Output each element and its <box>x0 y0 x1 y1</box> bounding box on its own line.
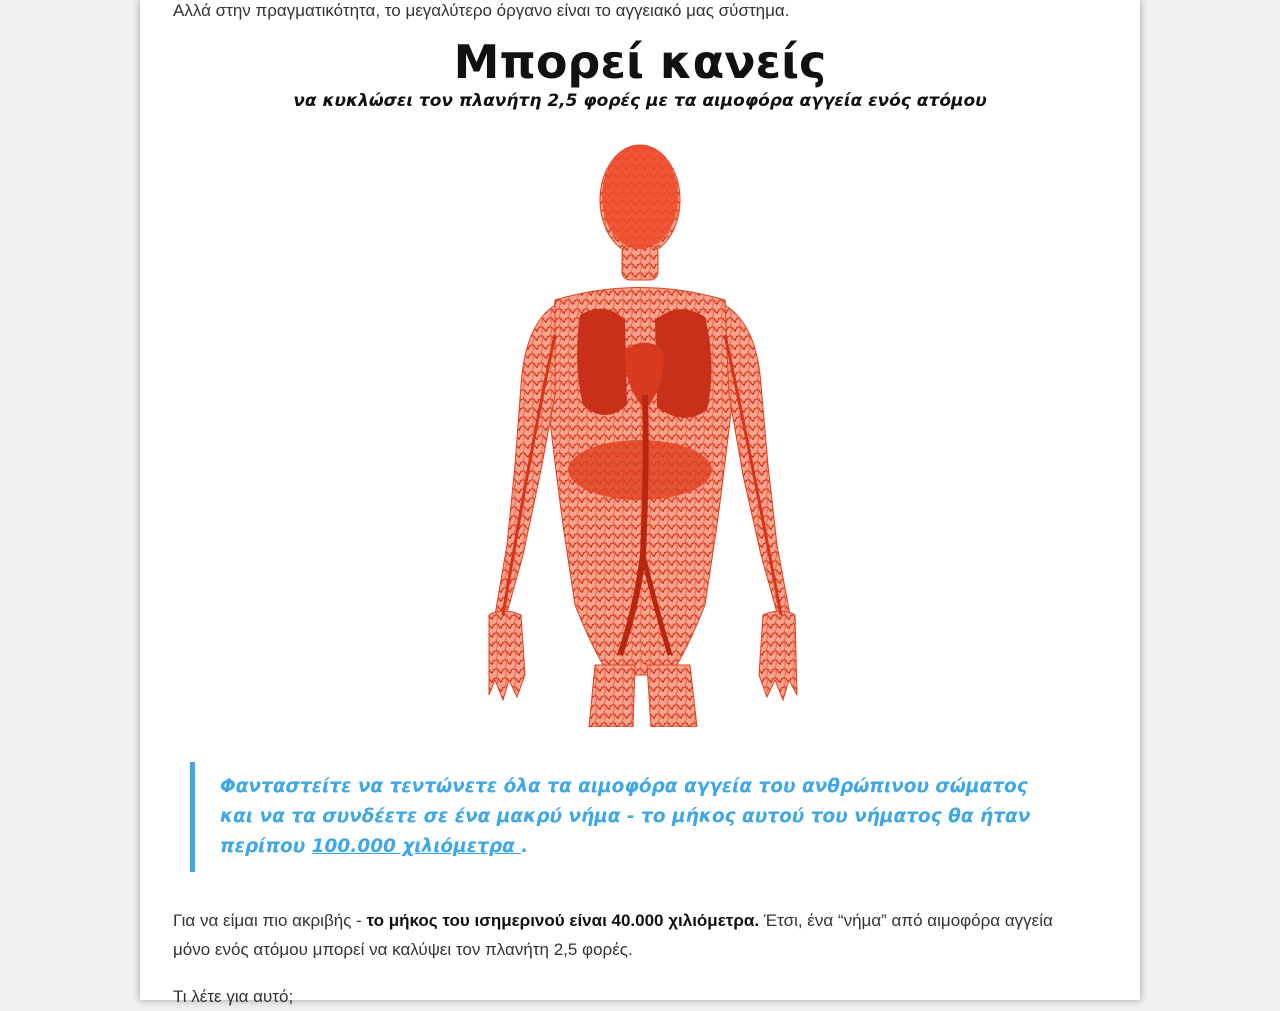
quote-body: Φανταστείτε να τεντώνετε όλα τα αιμοφόρα αγγεία του ανθρώπινου σώματος και να τα συνδέετε σε ένα μακρύ νήμα - το μήκος αυτού του νήματος θα ήταν περίπου <box>220 776 1031 857</box>
intro-text: Αλλά στην πραγματικότητα, το μεγαλύτερο όργανο είναι το αγγειακό μας σύστημα. <box>173 1 790 20</box>
vascular-system-image <box>485 135 800 727</box>
paragraph-part1: Για να είμαι πιο ακριβής - <box>173 911 367 930</box>
quote-text <box>220 762 1040 862</box>
highlight-quote <box>190 762 1040 872</box>
paragraph-part2: Έτσι, ένα “νήμα” από αιμοφόρα αγγεία μόνο ενός ατόμου μπορεί να καλύψει τον πλανήτη 2,5 φορές. <box>173 911 1053 959</box>
question-text: Τι λέτε για αυτό; <box>173 987 294 1006</box>
distance-link[interactable]: 100.000 χιλιόμετρα <box>311 836 522 857</box>
subheadline: να κυκλώσει τον πλανήτη 2,5 φορές με τα αιμοφόρα αγγεία ενός ατόμου <box>293 91 987 111</box>
article-page <box>140 0 1140 1006</box>
body-paragraph <box>173 906 1073 964</box>
headline: Μπορεί κανείς <box>453 35 827 89</box>
quote-end: . <box>521 836 529 857</box>
paragraph-bold: το μήκος του ισημερινού είναι 40.000 χιλιόμετρα. <box>366 911 760 930</box>
